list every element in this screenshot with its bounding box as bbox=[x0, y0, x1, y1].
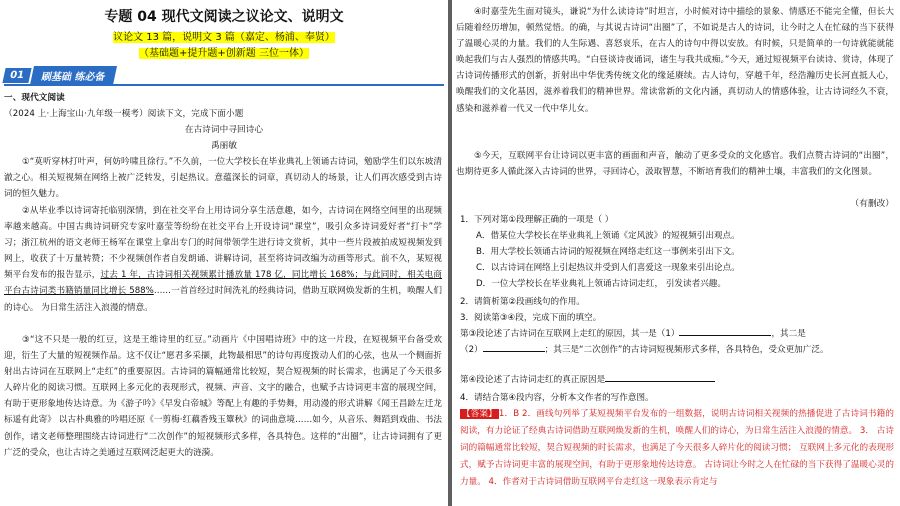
underlined-sentence: 过去 1 年，古诗词相关视频累计播放量 178 亿，同比增长 168%；与此同时，相关电商平台古诗词类书籍销量同比增长 588% bbox=[4, 270, 442, 297]
paragraph-3: ③“这不只是一般的红豆，这是王维诗里的红豆。”动画片《中国唱诗班》中的这一片段，在短视频平台备受欢迎，衍生了大量的短视频作品。这不仅让“愿君多采撷，此物最相思”的诗句再度拨动人们的心弦，也从一个侧面折射出古诗词在互联网上“走红”的重要原因。古诗词的篇幅通常比较短，契合短视频的时长需求，也满足了今天很多人碎片化的阅读习惯。互联网上多元化的表现形式，视频、声音、文字的融合，也赋予古诗词更丰富的展现空间，有助于更形象地传达诗意。为《游子吟》《早发白帝城》等配上有趣的手势舞，用动漫的形式讲解《闻王昌龄左迁龙标遥有此寄》 以古朴典雅的吟唱还原《一剪梅·红藕香残玉簟秋》的词曲意境……如今，从音乐、舞蹈到戏曲、书法创作，诸文老师整理围绕古诗词进行“二次创作”的短视频形式多样，各具特色。这样的“出圈”，让古诗词拥有了更广泛的受众，也让古诗之美通过互联网泛起更大的涟漪。 bbox=[4, 335, 442, 458]
fill-blank-3[interactable] bbox=[605, 372, 715, 382]
section-label: 刷基础 练必备 bbox=[30, 66, 118, 85]
question-3-blank-2: （2） ；其三是“二次创作”的古诗词短视频形式多样，各具特色，受众更加广泛。 bbox=[460, 342, 892, 358]
question-3-blank-1: 第③段论述了古诗词在互联网上走红的原因，其一是（1） ，其二是 bbox=[460, 326, 892, 342]
page-title: 专题 04 现代文阅读之议论文、说明文 bbox=[104, 9, 344, 25]
answer-block: 【答案】 1．B 2．画线句列举了某短视频平台发布的一组数据，说明古诗词相关视频的热播促进了古诗词书籍的阅读，有力论证了经典古诗词借助互联网焕发新的生机，唤醒人们的诗心，为日常生活注入浪漫的情意。 3． 古诗词的篇幅通常比较短，契合短视频的时长需求，也满足了今天很多人碎片化的阅读习惯； 互联网上多元化的表现形式，赋予古诗词更丰富的展现空间，有助于更形象地传达诗意。 古诗词让今时之人在忙碌的当下获得了温暖心灵的力量。 4．作者对于古诗词借助互联网平台走红这一现象表示肯定与 bbox=[460, 409, 894, 487]
subtitle-count: 议论文 13 篇，说明文 3 篇（嘉定、杨浦、奉贤） bbox=[113, 32, 335, 43]
section-banner bbox=[4, 66, 115, 84]
option-d: D．一位大学校长在毕业典礼上领诵古诗词走红， 引发读者兴趣。 bbox=[476, 279, 726, 289]
paragraph-4: ④时嘉莹先生面对镜头，谦说“为什么读诗诗”时坦言，小时候对诗中描绘的景象、情感还不能完全懂，但长大后随着经历增加，顿然觉悟。的确，与其说古诗词“出圈”了，不如说是古人的诗词，让今时之人在忙碌的当下获得了温暖心灵的力量。我们的人生际遇、喜怒哀乐，在古人的诗句中得以安放。有时候，只是简单的一句诗就能就能唤起我们与古人强烈的情感共鸣。“白昼谈诗夜诵词，诸生与我共成痴。”今天，通过短视频平台读诗、赏诗，体现了古诗词传播形式的创新，折射出中华优秀传统文化的缘延赓续。古人诗句，穿越千年，经浩瀚历史长河直抵人心，唤醒我们的文化基因，滋养着我们的精神世界。常读常新的文化内涵，真切动人的情感体验，让古诗词经久不衰，感染和滋养着一代又一代中华儿女。 bbox=[456, 7, 894, 114]
exam-source: （2024 上·上海宝山·九年级一模考）阅读下文，完成下面小题 bbox=[4, 109, 244, 119]
option-a: A．借某位大学校长在毕业典礼上领诵《定风波》的短视频引出观点。 bbox=[476, 231, 740, 241]
subtitle-levels: （基础题+提升题+创新题 三位一体） bbox=[139, 48, 309, 59]
question-3-blank-3: 第④段论述了古诗词走红的真正原因是 bbox=[460, 372, 892, 388]
answer-tag: 【答案】 bbox=[462, 409, 497, 419]
question-1: 1．下列对第①段理解正确的一项是（ ） bbox=[460, 215, 614, 225]
question-2: 2．请简析第②段画线句的作用。 bbox=[460, 297, 585, 307]
fill-blank-1[interactable] bbox=[679, 326, 771, 336]
article-title: 在古诗词中寻回诗心 bbox=[184, 125, 264, 135]
question-4: 4．请结合第④段内容，分析本文作者的写作意图。 bbox=[460, 393, 654, 403]
paragraph-2: ②从毕业季以诗词寄托临别深情，到在社交平台上用诗词分享生活意趣，如今，古诗词在网络空间里的出现频率越来越高。中国古典诗词研究专家叶嘉莹等纷纷在社交平台上开设诗词“课堂”，吸引众多诗词爱好者“打卡”学习；浙江杭州的语文老师王杨军在课堂上拿出专门的时间带领学生进行诗文赏析，其中一些片段被拍成短视频发到网上，收获了十万量转赞；不少视频创作者自发朗诵、讲解诗词，甚至将诗词改编为动画等形式。前不久，某短视频平台发布的报告显示，过去 1 年，古诗词相关视频累计播放量 178 亿，同比增长 168%；与此同时，相关电商平台古诗词类书籍销量同比增长 588%……一首首经过时间洗礼的经典诗词，借助互联网焕发新的生机，唤醒人们的诗心。 为日常生活注入浪漫的情意。 bbox=[4, 206, 442, 313]
section-number: 01 bbox=[2, 68, 31, 83]
option-c: C．以古诗词在网络上引起热议并受到人们喜爱这一现象来引出论点。 bbox=[476, 263, 740, 273]
section-rule bbox=[4, 84, 444, 86]
paragraph-1: ①“莫听穿林打叶声，何妨吟啸且徐行。”不久前，一位大学校长在毕业典礼上领诵古诗词，勉励学生们以东坡清澈之心。相关短视频在网络上被广泛转发，引起热议。意蕴深长的词章，真切动人的场景，让人们再次感受到古诗词的恒久魅力。 bbox=[4, 157, 442, 200]
paragraph-5: ⑤今天，互联网平台让诗词以更丰富的画面和声音，触动了更多受众的文化感官。我们点赞古诗词的“出圈”，也期待更多人循此深入古诗词的世界，寻回诗心，汲取智慧，不断培育我们的精神土壤，丰富我们的文化图景。 bbox=[456, 151, 894, 178]
question-3: 3．阅读第③④段，完成下面的填空。 bbox=[460, 313, 602, 323]
option-b: B．用大学校长领诵古诗词的短视频在网络走红这一事例来引出下文。 bbox=[476, 247, 740, 257]
edit-note: （有删改） bbox=[850, 199, 894, 209]
article-author: 禹丽敏 bbox=[210, 141, 238, 151]
fill-blank-2[interactable] bbox=[483, 342, 545, 352]
right-page bbox=[452, 0, 900, 506]
section-heading: 一、现代文阅读 bbox=[4, 93, 65, 103]
left-page bbox=[0, 0, 448, 506]
